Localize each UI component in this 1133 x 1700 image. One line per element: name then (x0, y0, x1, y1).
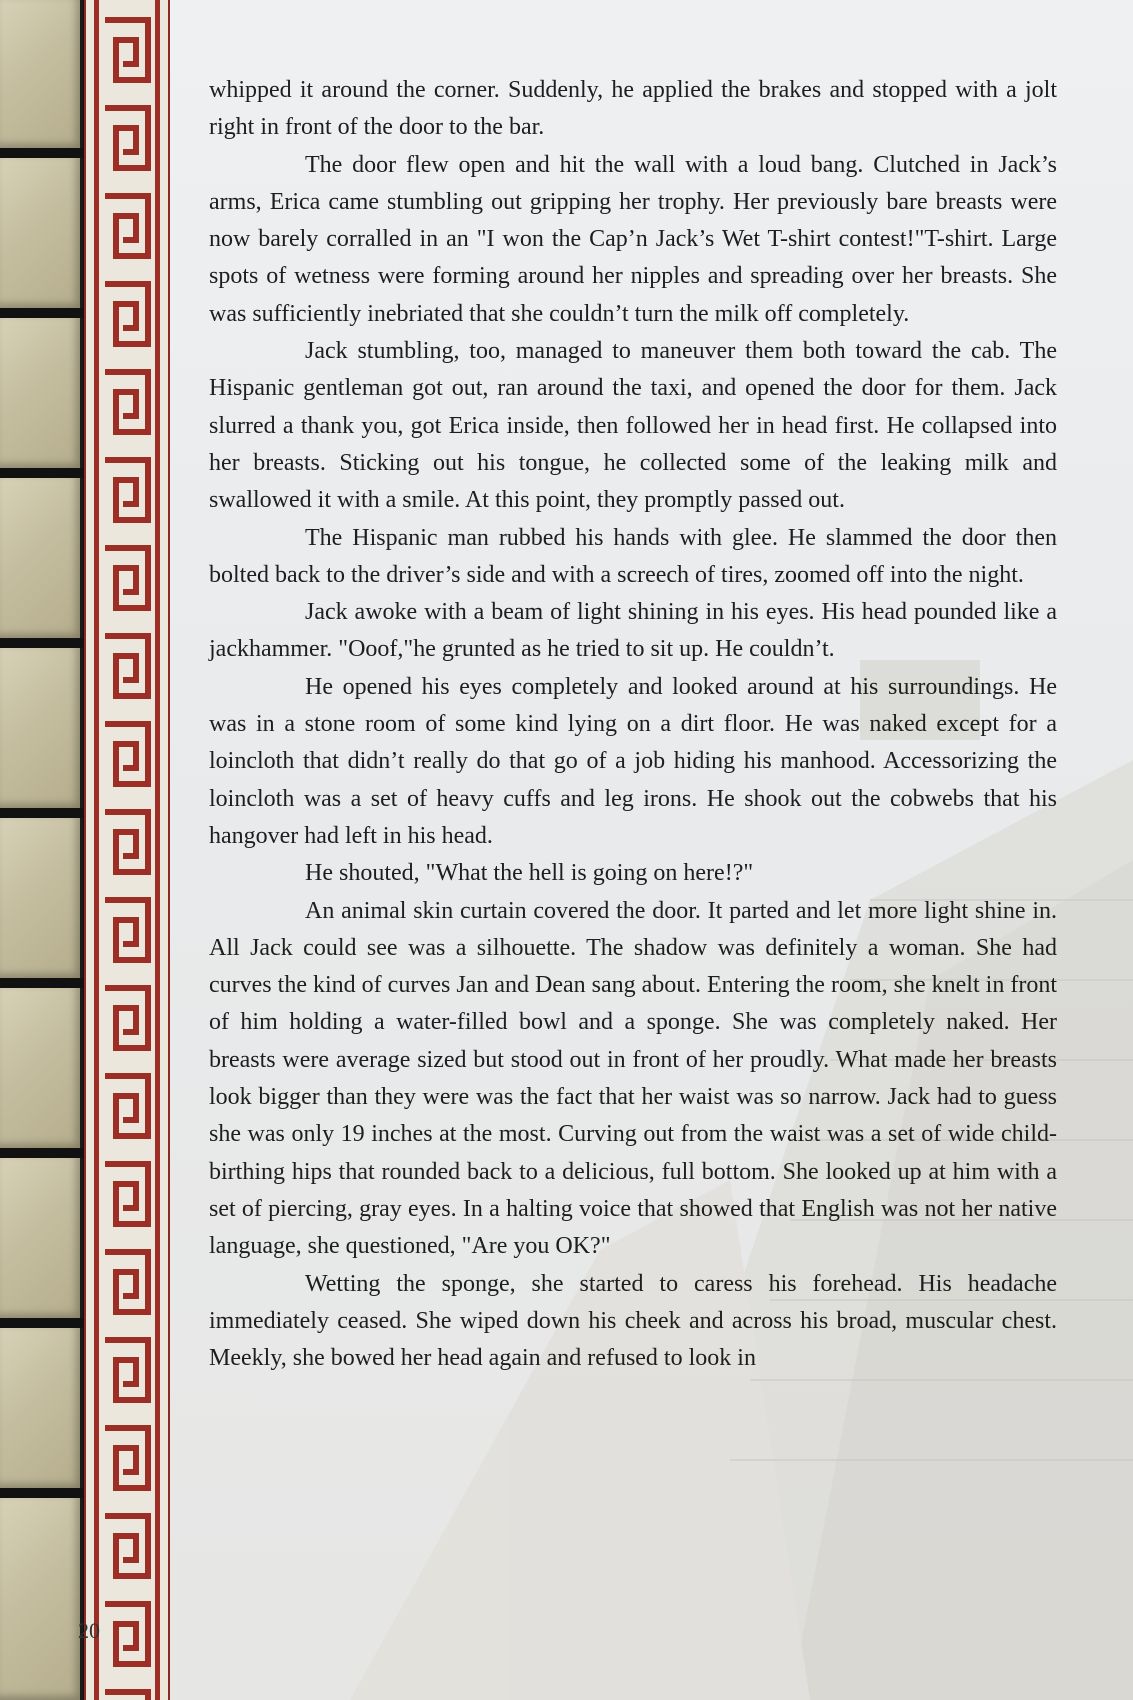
meander-hook (108, 988, 148, 1048)
meander-hook (108, 724, 148, 784)
stone-block (0, 988, 83, 1148)
paragraph: Jack awoke with a beam of light shining in his eyes. His head pounded like a jackhammer. "Ooof,"he grunted as he tried to sit up. He couldn’t. (209, 599, 1057, 663)
meander-hook (108, 1252, 148, 1312)
paragraph: He shouted, "What the hell is going on here!?" (305, 860, 754, 887)
meander-hook (108, 372, 148, 432)
stone-block (0, 1158, 83, 1318)
meander-hook (108, 1428, 148, 1488)
meander-hook (108, 1340, 148, 1400)
meander-hook (108, 196, 148, 256)
meander-hook (108, 1164, 148, 1224)
meander-hook (108, 900, 148, 960)
meander-pattern (86, 0, 172, 1700)
paragraph: Wetting the sponge, she started to caress his forehead. His headache immediately ceased. She wiped down his cheek and across his broad, muscular chest. Meekly, she bowed her head again and refused to look in (209, 1270, 1057, 1372)
stone-block (0, 158, 83, 308)
page-number: 20 (78, 1618, 100, 1643)
paragraph: Jack stumbling, too, managed to maneuver them both toward the cab. The Hispanic gentleman got out, ran around the taxi, and opened the door for them. Jack slurred a thank you, got Erica inside, then followed her in head first. He collapsed into her breasts. Sticking out his tongue, he collected some of the leaking milk and swallowed it with a smile. At this point, they promptly passed out. (209, 338, 1057, 514)
meander-hook (108, 548, 148, 608)
meander-hook (108, 20, 148, 80)
stone-block (0, 318, 83, 468)
stone-block (0, 478, 83, 638)
paragraph: The door flew open and hit the wall with a loud bang. Clutched in Jack’s arms, Erica came stumbling out gripping her trophy. Her previously bare breasts were now barely corralled in an "I won the Cap’n Jack’s Wet T-shirt contest!"T-shirt. Large spots of wetness were forming around her nipples and spreading over her breasts. She was sufficiently inebriated that she couldn’t turn the milk off completely. (209, 151, 1057, 327)
meander-border-decoration (84, 0, 170, 1700)
stone-block (0, 1328, 83, 1488)
stone-wall-decoration (0, 0, 84, 1700)
meander-hook (108, 812, 148, 872)
paragraph: The Hispanic man rubbed his hands with glee. He slammed the door then bolted back to the driver’s side and with a screech of tires, zoomed off into the night. (209, 524, 1057, 588)
stone-block (0, 818, 83, 978)
paragraph: whipped it around the corner. Suddenly, he applied the brakes and stopped with a jolt right in front of the door to the bar. (209, 77, 1057, 141)
meander-hook (108, 284, 148, 344)
stone-block (0, 648, 83, 808)
meander-hook (108, 1604, 148, 1664)
paragraph: An animal skin curtain covered the door. It parted and let more light shine in. All Jack could see was a silhouette. The shadow was definitely a woman. She had curves the kind of curves Jan and Dean sang about. Entering the room, she knelt in front of him holding a water-filled bowl and a sponge. She was completely naked. Her breasts were average sized but stood out in front of her proudly. What made her breasts look bigger than they were was the fact that her waist was so narrow. Jack had to guess she was only 19 inches at the most. Curving out from the waist was a set of wide child-birthing hips that rounded back to a delicious, full bottom. She looked up at him with a set of piercing, gray eyes. In a halting voice that showed that English was not her native language, she questioned, "Are you OK?" (209, 897, 1057, 1260)
stone-block (0, 0, 83, 148)
stone-block (0, 1498, 83, 1700)
meander-hook (108, 108, 148, 168)
meander-hook (108, 636, 148, 696)
paragraph: He opened his eyes completely and looked around at his surroundings. He was in a stone room of some kind lying on a dirt floor. He was naked except for a loincloth that didn’t really do that go of a job hiding his manhood. Accessorizing the loincloth was a set of heavy cuffs and leg irons. He shook out the cobwebs that his hangover had left in his head. (209, 673, 1057, 849)
meander-hook (108, 1516, 148, 1576)
meander-hook (108, 1692, 148, 1700)
meander-hook (108, 460, 148, 520)
meander-hook (108, 1076, 148, 1136)
story-text (209, 72, 1057, 1377)
